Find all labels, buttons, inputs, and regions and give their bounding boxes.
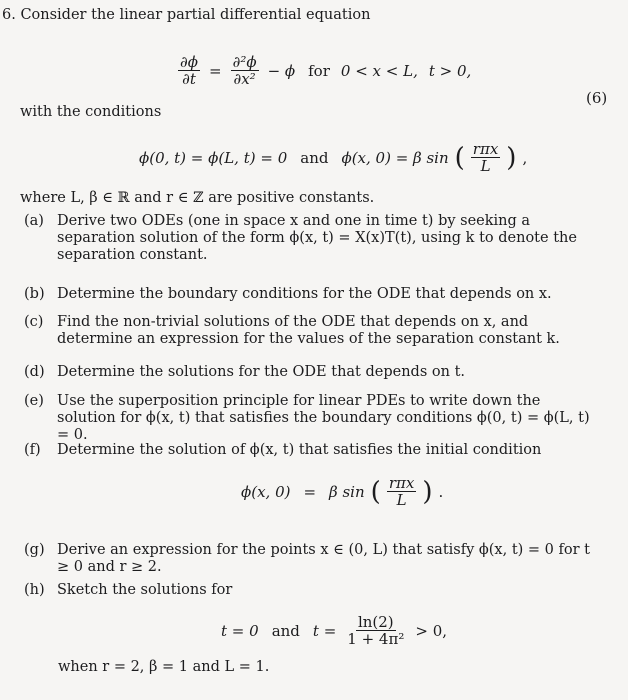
part-text-e: Use the superposition principle for linear PDEs to write down the solution for ϕ(x, t) that satisfies the boundary conditions ϕ(0, t) = ϕ(L, t) = 0. xyxy=(57,393,590,443)
ic-denominator: L xyxy=(480,157,491,175)
lhs-numerator: ∂ϕ xyxy=(180,53,198,71)
where-text: where L, β ∈ ℝ and r ∈ ℤ are positive constants. xyxy=(20,190,375,206)
and-text: and xyxy=(300,148,329,167)
part-label-b: (b) xyxy=(24,286,45,302)
f-eq-lhs: ϕ(x, 0) xyxy=(241,482,291,501)
h-when-text: when r = 2, β = 1 and L = 1. xyxy=(58,659,270,675)
initial-condition-lhs: ϕ(x, 0) = β sin xyxy=(341,148,449,167)
problem-intro: 6. Consider the linear partial differential equation xyxy=(2,7,371,23)
lhs-fraction xyxy=(175,54,203,87)
f-numerator: rπx xyxy=(388,474,415,492)
part-label-h: (h) xyxy=(24,582,45,598)
h-t0: t = 0 xyxy=(221,621,259,640)
h-fraction xyxy=(342,614,409,647)
h-and-text: and xyxy=(271,621,300,640)
sketch-times-equation xyxy=(218,614,450,647)
h-denominator: 1 + 4π² xyxy=(347,630,405,648)
part-text-h: Sketch the solutions for xyxy=(57,582,233,598)
f-eq-rhs: β sin xyxy=(329,482,365,501)
for-text: for xyxy=(308,61,330,80)
time-domain: t > 0, xyxy=(428,61,472,80)
pde-equation xyxy=(172,54,474,87)
part-text-c: Find the non-trivial solutions of the ODE that depends on x, and determine an expression for the values of the separation constant k. xyxy=(57,314,560,347)
minus-phi: − ϕ xyxy=(267,61,296,80)
part-text-b: Determine the boundary conditions for the ODE that depends on x. xyxy=(57,286,552,302)
lhs-denominator: ∂t xyxy=(182,70,196,88)
space-domain: 0 < x < L, xyxy=(340,61,418,80)
initial-condition-equation xyxy=(238,475,446,508)
f-right-paren: ) xyxy=(422,476,433,507)
rhs-fraction xyxy=(228,54,262,87)
f-eq-equals: = xyxy=(303,482,317,501)
ic-fraction xyxy=(468,141,504,174)
boundary-conditions: ϕ(0, t) = ϕ(L, t) = 0 xyxy=(139,148,288,167)
part-label-e: (e) xyxy=(24,393,44,409)
right-paren: ) xyxy=(506,142,517,173)
part-label-f: (f) xyxy=(24,442,41,458)
part-text-a: Derive two ODEs (one in space x and one in time t) by seeking a separation solution of the form ϕ(x, t) = X(x)T(t), using k to denote the separation constant. xyxy=(57,213,577,263)
rhs-numerator: ∂²ϕ xyxy=(232,53,257,71)
h-t-eq: t = xyxy=(312,621,337,640)
rhs-denominator: ∂x² xyxy=(233,70,256,88)
part-label-a: (a) xyxy=(24,213,44,229)
left-paren: ( xyxy=(454,142,465,173)
part-text-f: Determine the solution of ϕ(x, t) that satisfies the initial condition xyxy=(57,442,542,458)
ic-end: , xyxy=(522,148,528,167)
f-left-paren: ( xyxy=(370,476,381,507)
f-denominator: L xyxy=(396,491,407,509)
equation-number: (6) xyxy=(586,89,608,107)
part-label-d: (d) xyxy=(24,364,45,380)
conditions-equation xyxy=(136,141,530,174)
part-text-g: Derive an expression for the points x ∈ (0, L) that satisfy ϕ(x, t) = 0 for t ≥ 0 and r ≥ 2. xyxy=(57,542,590,575)
ic-numerator: rπx xyxy=(472,140,499,158)
part-label-g: (g) xyxy=(24,542,45,558)
f-fraction xyxy=(384,475,420,508)
h-numerator: ln(2) xyxy=(357,613,394,631)
f-eq-end: . xyxy=(438,482,444,501)
h-end: > 0, xyxy=(415,621,448,640)
with-conditions-text: with the conditions xyxy=(20,104,162,120)
part-label-c: (c) xyxy=(24,314,44,330)
part-text-d: Determine the solutions for the ODE that depends on t. xyxy=(57,364,466,380)
equals-sign: = xyxy=(208,61,222,80)
